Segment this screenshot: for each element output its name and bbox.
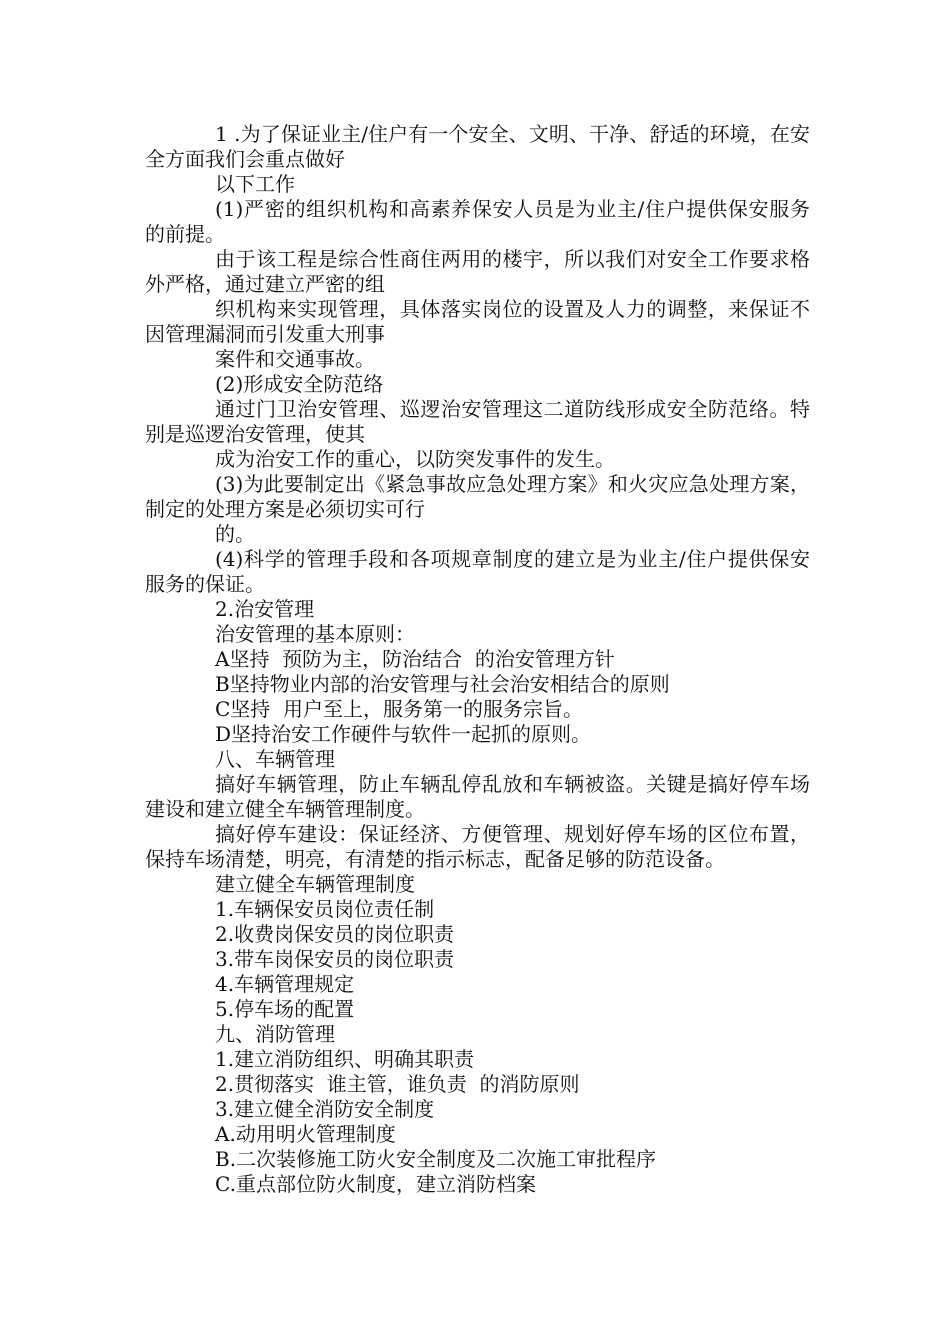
paragraph-line: 织机构来实现管理，具体落实岗位的设置及人力的调整，来保证不因管理漏洞而引发重大刑事 xyxy=(145,297,810,346)
paragraph-line: C.重点部位防火制度，建立消防档案 xyxy=(215,1172,536,1196)
paragraph-line: 案件和交通事故。 xyxy=(215,347,375,371)
paragraph-line: 3.建立健全消防安全制度 xyxy=(215,1097,435,1121)
paragraph-line: 建立健全车辆管理制度 xyxy=(215,872,415,896)
paragraph-line: 八、车辆管理 xyxy=(215,747,335,771)
paragraph-line: (1)严密的组织机构和高素养保安人员是为业主/住户提供保安服务的前提。 xyxy=(145,197,810,246)
paragraph-line: (2)形成安全防范络 xyxy=(215,372,384,396)
paragraph-line: 以下工作 xyxy=(215,172,295,196)
document-body xyxy=(145,122,810,1197)
paragraph-line: 1.建立消防组织、明确其职责 xyxy=(215,1047,475,1071)
paragraph-line: 九、消防管理 xyxy=(215,1022,335,1046)
paragraph-line: 1.车辆保安员岗位责任制 xyxy=(215,897,435,921)
paragraph-line: B坚持物业内部的治安管理与社会治安相结合的原则 xyxy=(215,672,670,696)
paragraph-line: 5.停车场的配置 xyxy=(215,997,355,1021)
paragraph-line: 由于该工程是综合性商住两用的楼宇，所以我们对安全工作要求格外严格，通过建立严密的组 xyxy=(145,247,810,296)
paragraph-line: 通过门卫治安管理、巡逻治安管理这二道防线形成安全防范络。特别是巡逻治安管理，使其 xyxy=(145,397,810,446)
paragraph-line: 搞好停车建设：保证经济、方便管理、规划好停车场的区位布置，保持车场清楚，明亮，有清楚的指示标志，配备足够的防范设备。 xyxy=(145,822,810,871)
paragraph-line: A.动用明火管理制度 xyxy=(215,1122,396,1146)
paragraph-line: 搞好车辆管理，防止车辆乱停乱放和车辆被盗。关键是搞好停车场建设和建立健全车辆管理制度。 xyxy=(145,772,810,821)
paragraph-line: 2.收费岗保安员的岗位职责 xyxy=(215,922,455,946)
paragraph-line: 治安管理的基本原则： xyxy=(215,622,415,646)
paragraph-line: 3.带车岗保安员的岗位职责 xyxy=(215,947,455,971)
paragraph-line: 4.车辆管理规定 xyxy=(215,972,355,996)
paragraph-line: C坚持 用户至上，服务第一的服务宗旨。 xyxy=(215,697,584,721)
paragraph-line: (4)科学的管理手段和各项规章制度的建立是为业主/住户提供保安服务的保证。 xyxy=(145,547,810,596)
paragraph-line: A坚持 预防为主，防治结合 的治安管理方针 xyxy=(215,647,615,671)
paragraph-line: 的。 xyxy=(215,522,255,546)
paragraph-line: (3)为此要制定出《紧急事故应急处理方案》和火灾应急处理方案，制定的处理方案是必须切实可行 xyxy=(145,472,810,521)
paragraph-line: 1 .为了保证业主/住户有一个安全、文明、干净、舒适的环境，在安全方面我们会重点做好 xyxy=(145,122,810,171)
paragraph-line: D坚持治安工作硬件与软件一起抓的原则。 xyxy=(215,722,592,746)
paragraph-line: 2.治安管理 xyxy=(215,597,315,621)
paragraph-line: 成为治安工作的重心，以防突发事件的发生。 xyxy=(215,447,615,471)
paragraph-line: 2.贯彻落实 谁主管，谁负责 的消防原则 xyxy=(215,1072,580,1096)
paragraph-line: B.二次装修施工防火安全制度及二次施工审批程序 xyxy=(215,1147,657,1171)
